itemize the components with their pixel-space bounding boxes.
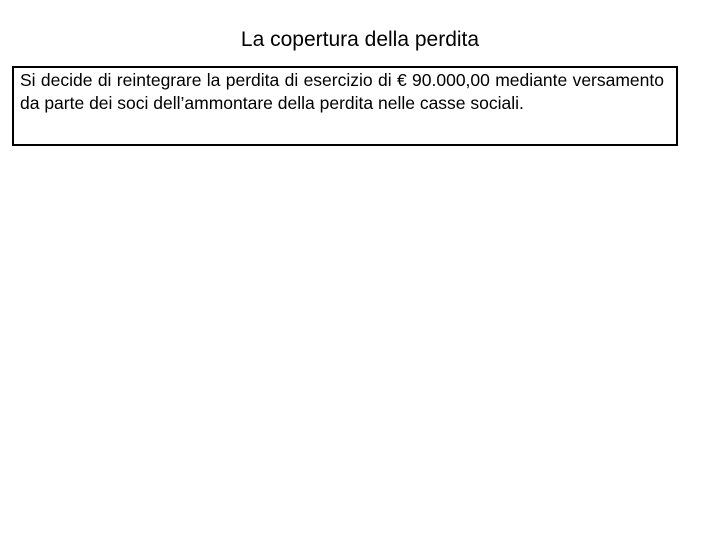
body-text: Si decide di reintegrare la perdita di esercizio di € 90.000,00 mediante versamento da parte dei soci dell’ammontare della perdita nelle casse sociali. — [20, 70, 664, 113]
slide-title: La copertura della perdita — [240, 28, 480, 51]
body-text-box — [12, 66, 678, 146]
